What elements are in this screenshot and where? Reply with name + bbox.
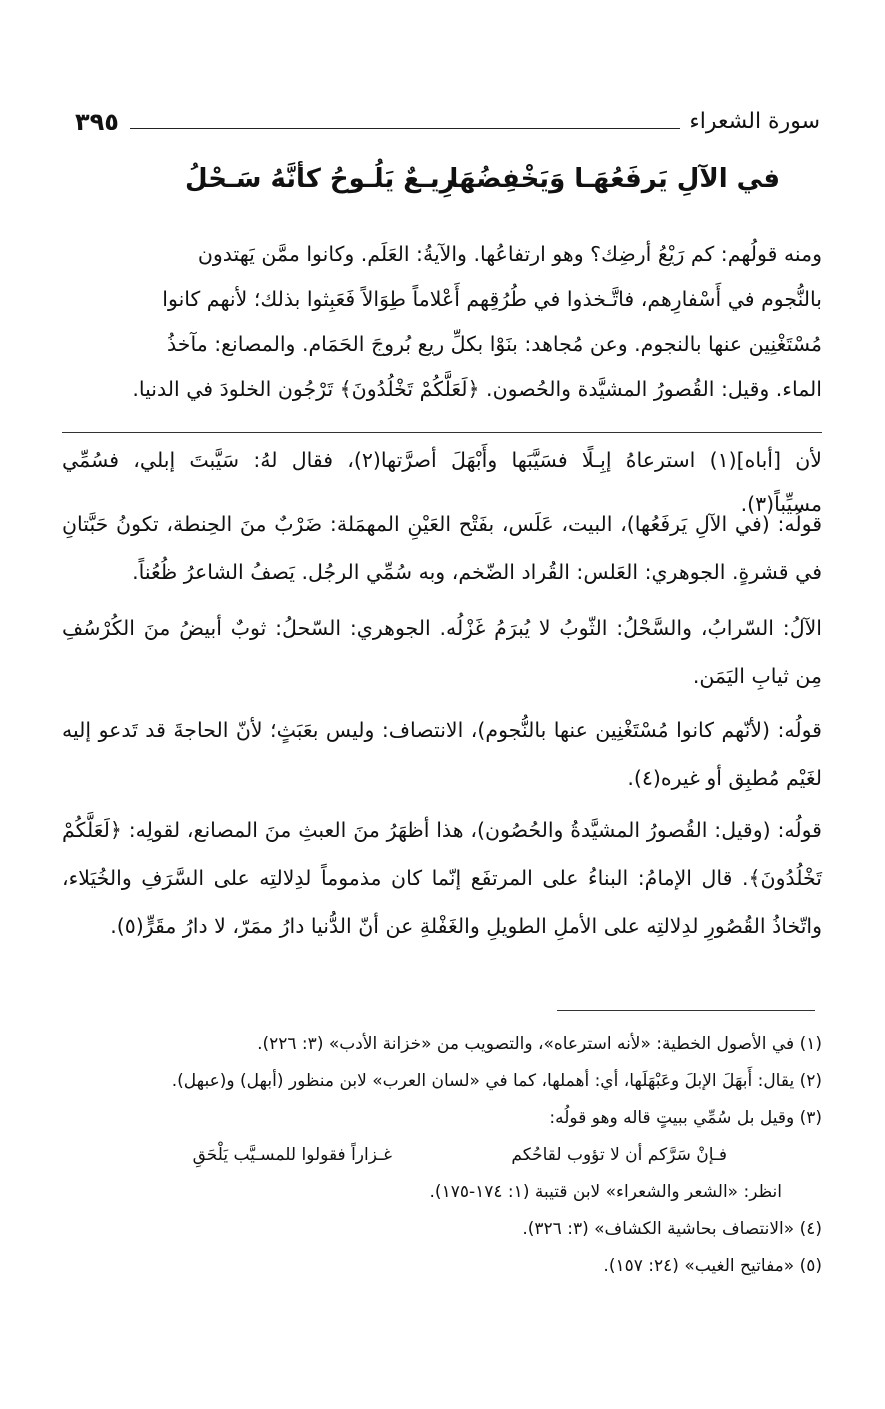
footnote-poem <box>62 1137 822 1174</box>
verse-hemistich-2: رِيـعٌ يَلُـوحُ كأنَّهُ سَـحْلُ <box>185 164 455 194</box>
surah-title: سورة الشعراء <box>689 109 820 134</box>
main-text <box>62 232 822 412</box>
footnote-poem-hemistich-2: غـزاراً فقولوا للمسـيَّب يَلْحَقِ <box>192 1145 392 1165</box>
main-line: بالنُّجوم في أَسْفارِهم، فاتَّـخذوا في طُرُقِهم أَعْلاماً طِوَالاً فَعَبِثوا بذلك؛ لأنهم كانوا <box>162 287 822 311</box>
page-header <box>75 100 820 144</box>
commentary-paragraph: قولُه: (وقيل: القُصورُ المشيَّدةُ والحُصُون)، هذا أظهَرُ منَ العبثِ منَ المصانع، لقولِه: ﴿لَعَلَّكُمْ تَخْلُدُونَ﴾. قال الإمامُ: البناءُ على المرتفَع إنّما كان مذموماً لدِلالتِه على السَّرَفِ والخُيَلاء، واتّخاذُ القُصُورِ لدِلالتِه على الأملِ الطويلِ والغَفْلةِ عن أنّ الدُّنيا دارُ ممَرّ، لا دارُ مقَرٍّ(٥). <box>62 818 822 938</box>
main-line: ومنه قولُهم: كم رَيْعُ أرضِك؟ وهو ارتفاعُها. والآيةُ: العَلَم. وكانوا ممَّن يَهتدون <box>197 242 822 266</box>
footnote: (٤) «الانتصاف بحاشية الكشاف» (٣: ٣٢٦). <box>522 1219 822 1239</box>
commentary-paragraph: الآلُ: السّرابُ، والسَّحْلُ: الثّوبُ لا يُبرَمُ غَزْلُه. الجوهري: السّحلُ: ثوبٌ أبيضُ منَ الكُرْسُفِ مِن ثيابِ اليَمَن. <box>62 616 822 688</box>
page-number: ٣٩٥ <box>75 108 119 136</box>
commentary-paragraph: قولُه: (لأنّهم كانوا مُسْتَغْنِين عنها بالنُّجوم)، الانتصاف: وليس بعَبَثٍ؛ لأنّ الحاجةَ قد تَدعو إليه لغَيْم مُطبِق أو غيره(٤). <box>62 718 822 790</box>
commentary-paragraph: لأن [أباه](١) استرعاهُ إبِـلًا فسَيَّبَها وأَبْهَلَ أصرَّتها(٢)، فقال لهُ: سَيَّبتَ إبلي، فسُمِّي مسيِّباً(٣). <box>62 448 822 516</box>
commentary-paragraph: قولُه: (في الآلِ يَرفَعُها)، البيت، عَلَس، بفَتْح العَيْنِ المهمَلة: ضَرْبٌ منَ الحِنطة، تكونُ حَبَّتانِ في قشرةٍ. الجوهري: العَلس: القُراد الضّخم، وبه سُمِّي الرجُل. يَصفُ الشاعرُ ظُعُناً. <box>62 512 822 584</box>
main-divider <box>62 432 822 433</box>
footnote: (١) في الأصول الخطية: «لأنه استرعاه»، والتصويب من «خزانة الأدب» (٣: ٢٢٦). <box>257 1034 822 1054</box>
poetry-verse <box>75 160 820 210</box>
footnote: (٣) وقيل بل سُمِّي ببيتٍ قاله وهو قولُه: <box>549 1108 822 1128</box>
main-line: مُسْتَغْنِين عنها بالنجوم. وعن مُجاهد: بنَوْا بكلِّ ريع بُروجَ الحَمَام. والمصانع: مآخذُ <box>167 332 822 356</box>
footnotes <box>62 1026 822 1285</box>
footnote-poem-hemistich-1: فـإنْ سَرَّكم أن لا تؤوب لقاحُكم <box>511 1145 727 1165</box>
footnote-divider <box>557 1010 815 1011</box>
footnote-reference: انظر: «الشعر والشعراء» لابن قتيبة (١: ١٧٤-١٧٥). <box>429 1182 782 1202</box>
footnote: (٢) يقال: أَبهَلَ الإبلَ وعَبْهَلَها، أي: أهملها، كما في «لسان العرب» لابن منظور (أبهل) و(عبهل). <box>171 1071 822 1091</box>
verse-hemistich-1: في الآلِ يَرفَعُهَـا وَيَخْفِضُهَا <box>449 164 780 194</box>
footnote: (٥) «مفاتيح الغيب» (٢٤: ١٥٧). <box>603 1256 822 1276</box>
header-rule <box>130 128 680 129</box>
main-line: الماء. وقيل: القُصورُ المشيَّدة والحُصون. ﴿لَعَلَّكُمْ تَخْلُدُونَ﴾ تَرْجُون الخلودَ في الدنيا. <box>132 377 822 401</box>
